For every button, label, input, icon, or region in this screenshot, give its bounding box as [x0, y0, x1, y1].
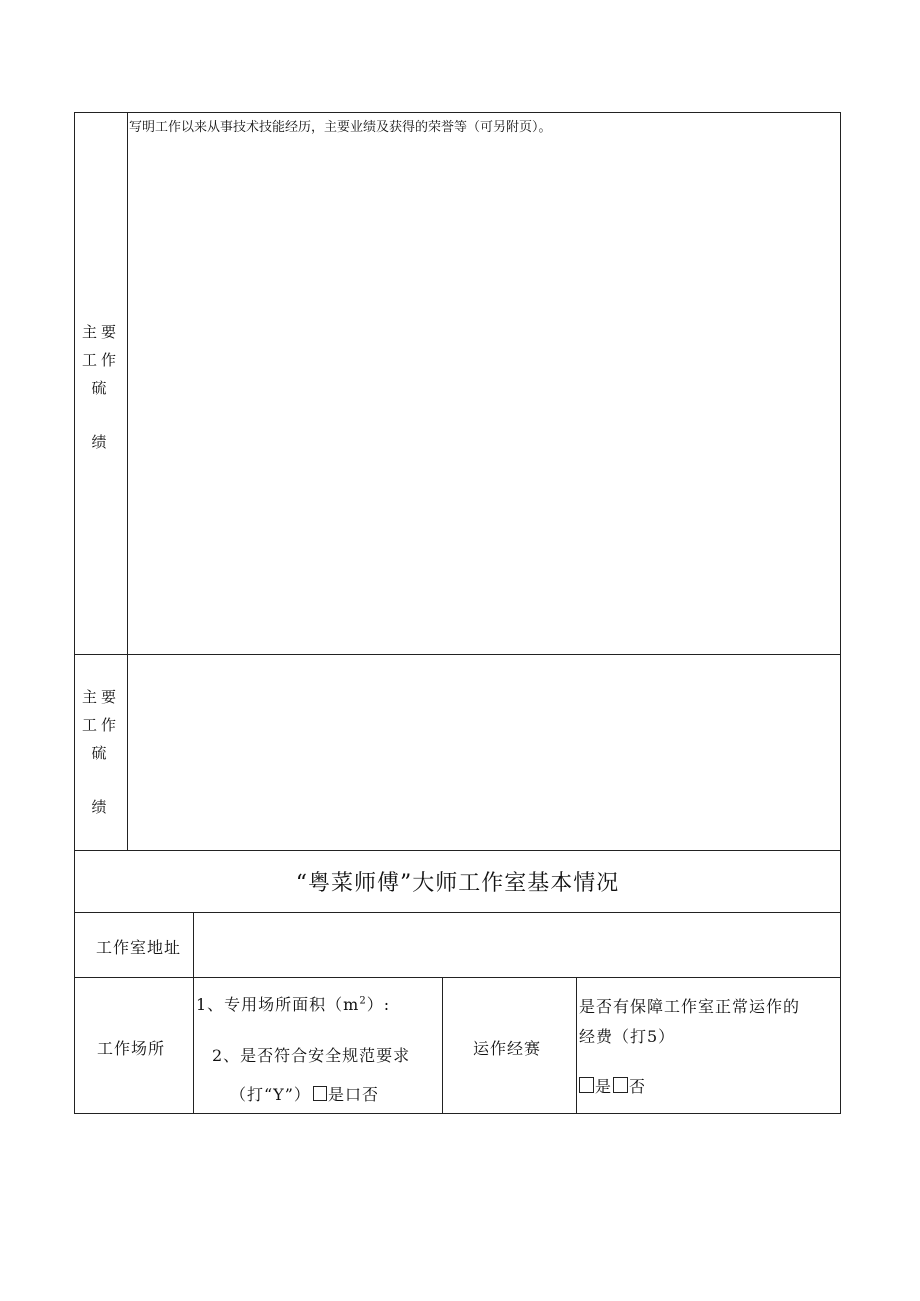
funding-details-cell[interactable]: [576, 977, 841, 1114]
venue-yes-checkbox[interactable]: [313, 1086, 327, 1101]
achievements-instruction: 写明工作以来从事技术技能经历，主要业绩及获得的荣誉等（可另附页）。: [129, 120, 552, 135]
funding-label: 运作经赛: [473, 1039, 542, 1058]
achievements2-label-line2: 工作: [81, 716, 120, 734]
achievements-label-line4: 绩: [91, 433, 111, 451]
funding-label-cell: [442, 977, 577, 1114]
venue-safety-line: 2、是否符合安全规范要求: [212, 1046, 411, 1065]
venue-choice-hint: （打“Y”）: [230, 1085, 311, 1104]
achievements-label-cell: [74, 112, 128, 655]
funding-yes-checkbox[interactable]: [579, 1077, 594, 1093]
achievements2-label-cell: [74, 654, 128, 851]
achievements-label-line1: 主要: [81, 323, 120, 341]
venue-yes-label: 是: [327, 1085, 345, 1104]
achievements-label-line2: 工作: [81, 351, 120, 369]
venue-area-line: [196, 992, 390, 1015]
funding-yes-label: 是: [595, 1077, 613, 1096]
achievements-content-cell[interactable]: [127, 112, 841, 655]
achievements-label-line3: 硫: [91, 379, 111, 397]
application-form: [74, 112, 841, 1114]
venue-details-cell[interactable]: [193, 977, 443, 1114]
venue-label: 工作场所: [97, 1039, 166, 1058]
studio-title: “粤菜师傅”大师工作室基本情况: [295, 871, 620, 896]
venue-area-text-end: ）:: [366, 995, 391, 1014]
venue-area-text: 1、专用场所面积（m: [196, 995, 360, 1014]
funding-no-checkbox[interactable]: [613, 1077, 628, 1093]
address-label-cell: [74, 912, 194, 978]
funding-question-line1: 是否有保障工作室正常运作的: [579, 997, 801, 1016]
achievements2-label-line4: 绩: [91, 798, 111, 816]
achievements2-label-line1: 主要: [81, 688, 120, 706]
venue-choice-line: [230, 1082, 379, 1105]
venue-area-sup: 2: [359, 995, 367, 1007]
achievements2-content-cell[interactable]: [127, 654, 841, 851]
studio-title-cell: [74, 850, 841, 913]
funding-no-label: 否: [629, 1077, 647, 1096]
funding-question-line2: 经费（打5）: [579, 1027, 676, 1046]
venue-no-label: 口否: [344, 1085, 379, 1104]
venue-label-cell: [74, 977, 194, 1114]
achievements2-label-line3: 硫: [91, 744, 111, 762]
address-label: 工作室地址: [96, 938, 182, 957]
funding-choice-line: [579, 1074, 646, 1097]
address-field[interactable]: [193, 912, 841, 978]
